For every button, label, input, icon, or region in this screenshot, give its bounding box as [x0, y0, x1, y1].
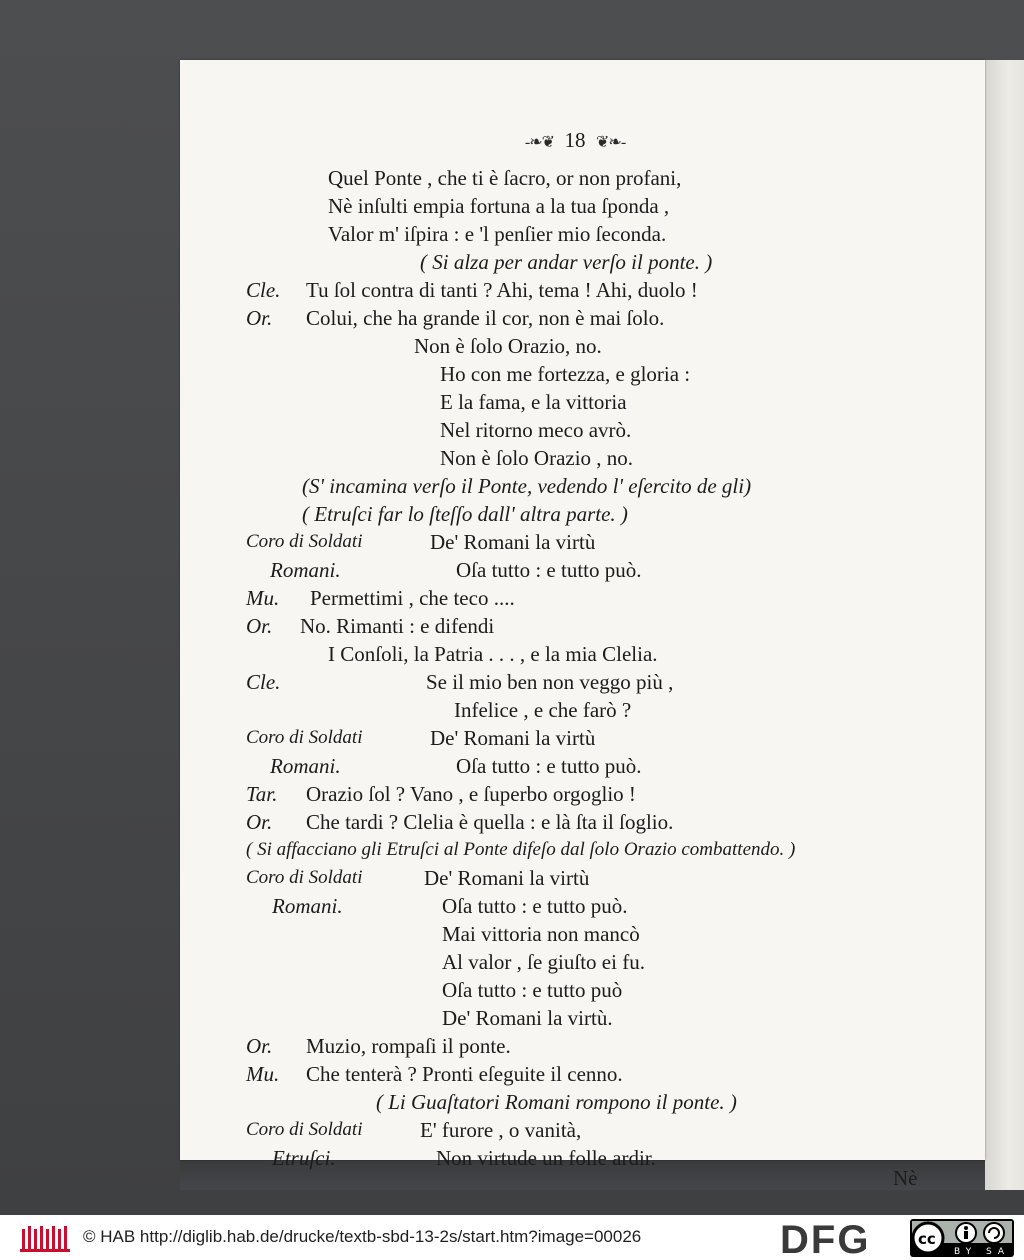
speaker-label: Coro di Soldati: [246, 867, 363, 888]
verse-line: Colui, che ha grande il cor, non è mai ſolo.: [306, 306, 665, 330]
speaker-label: Coro di Soldati: [246, 727, 363, 748]
page-number-header: [505, 128, 645, 153]
stage-direction: ( Li Guaſtatori Romani rompono il ponte. ): [376, 1090, 737, 1114]
verse-line: De' Romani la virtù: [424, 866, 590, 890]
verse-line: Nel ritorno meco avrò.: [440, 418, 632, 442]
speaker-label: Romani.: [270, 558, 341, 582]
speaker-label: Romani.: [272, 894, 343, 918]
speaker-label: Etruſci.: [272, 1146, 336, 1170]
stage-direction: ( Si affacciano gli Etruſci al Ponte difeſo dal ſolo Orazio combattendo. ): [246, 839, 796, 860]
verse-line: Valor m' iſpira : e 'l penſier mio ſeconda.: [328, 222, 667, 246]
speaker-label: Romani.: [270, 754, 341, 778]
verse-line: E' furore , o vanità,: [420, 1118, 582, 1142]
hab-logo-icon: [20, 1223, 70, 1255]
verse-line: Che tardi ? Clelia è quella : e là ſta il ſoglio.: [306, 810, 674, 834]
catchword: Nè: [893, 1166, 918, 1190]
page-number: 18: [564, 128, 586, 152]
cc-by-sa-badge-icon: [910, 1219, 1014, 1257]
verse-line: Ho con me fortezza, e gloria :: [440, 362, 691, 386]
dfg-logo-icon: [778, 1220, 896, 1258]
speaker-label: Cle.: [246, 278, 281, 302]
speaker-label: Mu.: [246, 1062, 280, 1086]
verse-line: Quel Ponte , che ti è ſacro, or non profani,: [328, 166, 682, 190]
verse-line: Oſa tutto : e tutto può.: [442, 894, 628, 918]
verse-line: E la fama, e la vittoria: [440, 390, 627, 414]
verse-line: Permettimi , che teco ....: [310, 586, 515, 610]
verse-line: Oſa tutto : e tutto può.: [456, 558, 642, 582]
verse-line: Oſa tutto : e tutto può.: [456, 754, 642, 778]
dfg-logo-text: DFG: [780, 1220, 871, 1258]
svg-text:cc: cc: [918, 1230, 936, 1248]
verse-line: Tu ſol contra di tanti ? Ahi, tema ! Ahi, duolo !: [306, 278, 698, 302]
verse-line: No. Rimanti : e difendi: [300, 614, 495, 638]
stage-direction: ( Si alza per andar verſo il ponte. ): [420, 250, 713, 274]
ornament-right-icon: ❦❧-: [596, 134, 626, 151]
speaker-label: Or.: [246, 810, 273, 834]
verse-line: Non è ſolo Orazio , no.: [440, 446, 634, 470]
speaker-label: Or.: [246, 306, 273, 330]
speaker-label: Or.: [246, 1034, 273, 1058]
verse-line: Orazio ſol ? Vano , e ſuperbo orgoglio !: [306, 782, 636, 806]
verse-line: Se il mio ben non veggo più ,: [426, 670, 674, 694]
verse-line: Non è ſolo Orazio, no.: [414, 334, 602, 358]
verse-line: Nè inſulti empia fortuna a la tua ſponda ,: [328, 194, 670, 218]
verse-line: Che tenterà ? Pronti eſeguite il cenno.: [306, 1062, 623, 1086]
verse-line: Al valor , ſe giuſto ei fu.: [442, 950, 645, 974]
speaker-label: Tar.: [246, 782, 278, 806]
footer-credit: © HAB http://diglib.hab.de/drucke/textb-sbd-13-2s/start.htm?image=00026: [83, 1227, 642, 1246]
verse-line: Mai vittoria non mancò: [442, 922, 640, 946]
verse-line: De' Romani la virtù: [430, 726, 596, 750]
verse-line: Infelice , e che farò ?: [454, 698, 632, 722]
stage-direction: ( Etruſci far lo ſteſſo dall' altra parte. ): [302, 502, 628, 526]
verse-line: De' Romani la virtù: [430, 530, 596, 554]
stage-direction: (S' incamina verſo il Ponte, vedendo l' eſercito de gli): [302, 474, 752, 498]
verse-line: Non virtude un folle ardir.: [436, 1146, 656, 1170]
verse-line: Oſa tutto : e tutto può: [442, 978, 623, 1002]
speaker-label: Or.: [246, 614, 273, 638]
speaker-label: Mu.: [246, 586, 280, 610]
speaker-label: Coro di Soldati: [246, 1119, 363, 1140]
verse-line: I Conſoli, la Patria . . . , e la mia Clelia.: [328, 642, 658, 666]
next-page-edge: [985, 60, 1024, 1190]
ornament-left-icon: -❧❦: [524, 134, 554, 151]
speaker-label: Coro di Soldati: [246, 531, 363, 552]
verse-line: Muzio, rompaſi il ponte.: [306, 1034, 511, 1058]
speaker-label: Cle.: [246, 670, 281, 694]
verse-line: De' Romani la virtù.: [442, 1006, 613, 1030]
cc-badge-text: BY SA: [954, 1247, 1011, 1257]
